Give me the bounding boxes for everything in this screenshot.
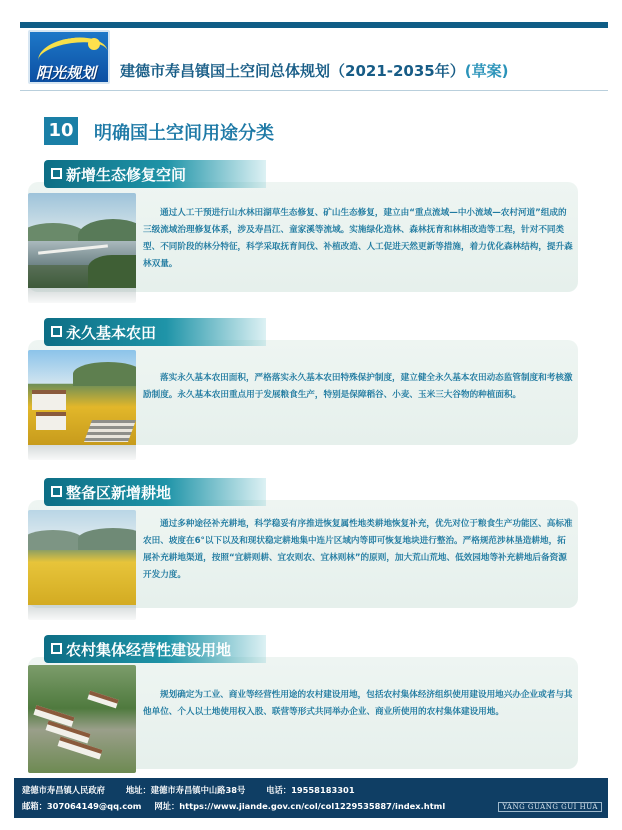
footer-brand: YANG GUANG GUI HUA <box>498 802 602 812</box>
block-paragraph: 规划确定为工业、商业等经营性用途的农村建设用地，包括农村集体经济组织使用建设用地兴办企业或者与其他单位、个人以土地使用权入股、联营等形式共同举办企业、商业所使用的农村集体建设用地。 <box>143 690 573 717</box>
block-paragraph: 落实永久基本农田面积，严格落实永久基本农田特殊保护制度，建立健全永久基本农田动态监管制度和考核激励制度。永久基本农田重点用于发展粮食生产，特别是保障稻谷、小麦、玉米三大谷物的种植面积。 <box>143 373 573 400</box>
footer-email-label: 邮箱： <box>22 801 47 811</box>
logo-text: 阳光规划 <box>36 64 97 82</box>
document-title-draft: (草案) <box>464 62 509 80</box>
tag-permanent-farmland <box>44 318 266 346</box>
section-title: 明确国土空间用途分类 <box>94 123 274 144</box>
tag-ecological-restoration <box>44 160 266 188</box>
footer-email[interactable]: 307064149@qq.com <box>46 801 142 811</box>
footer-line-2 <box>22 800 445 812</box>
document-title <box>120 60 508 81</box>
block-paragraph: 通过人工干预进行山水林田湖草生态修复、矿山生态修复，建立由“重点流域—中小流域—农村河道”组成的三级流域治理修复体系，涉及寿昌江、童家溪等流域。实施绿化造林、森林抚育和林相改造等工程，针对不同类型、不同阶段的林分特征，科学采取抚育间伐、补植改造、人工促进天然更新等措施，着力优化森林结构，提升森林双量。 <box>143 208 573 269</box>
block-collective-construction-land <box>28 635 578 775</box>
footer-address: 建德市寿昌镇中山路38号 <box>150 785 246 795</box>
footer-org: 建德市寿昌镇人民政府 <box>22 785 105 795</box>
tag-label: 农村集体经营性建设用地 <box>66 641 232 659</box>
checkbox-square-icon <box>51 486 62 497</box>
lake-city-photo <box>28 193 136 303</box>
checkbox-square-icon <box>51 326 62 337</box>
checkbox-square-icon <box>51 643 62 654</box>
tag-new-cultivated-land <box>44 478 266 506</box>
footer-address-label: 地址： <box>125 785 151 795</box>
footer-website-label: 网址： <box>154 801 180 811</box>
block-ecological-restoration <box>28 160 578 310</box>
tag-collective-construction-land <box>44 635 266 663</box>
section-number: 10 <box>44 117 78 145</box>
page-header <box>20 22 608 92</box>
block-permanent-farmland <box>28 318 578 463</box>
block-new-cultivated-land <box>28 478 578 623</box>
header-divider <box>20 90 608 91</box>
footer-phone: 19558183301 <box>291 785 355 795</box>
tag-label: 新增生态修复空间 <box>66 166 187 184</box>
village-farmland-photo <box>28 350 136 460</box>
logo-sun-icon <box>88 38 100 50</box>
page-footer <box>14 778 608 818</box>
aerial-village-photo <box>28 665 136 773</box>
tag-label: 永久基本农田 <box>66 324 157 342</box>
sunshine-planning-logo <box>28 30 110 84</box>
footer-phone-label: 电话： <box>266 785 292 795</box>
rice-field-photo <box>28 510 136 620</box>
block-paragraph: 通过多种途径补充耕地，科学稳妥有序推进恢复属性地类耕地恢复补充，优先对位于粮食生产功能区、高标准农田、坡度在6°以下以及和现状稳定耕地集中连片区域内等即可恢复地块进行整治。严格规范涉林垦造耕地，拓展补充耕地渠道，按照“宜耕则耕、宜农则农、宜林则林”的原则，加大荒山荒地、低效园地等补充耕地后备资源开发力度。 <box>143 519 573 580</box>
checkbox-square-icon <box>51 168 62 179</box>
tag-label: 整备区新增耕地 <box>66 484 172 502</box>
document-title-main: 建德市寿昌镇国土空间总体规划（2021-2035年） <box>120 62 465 80</box>
header-top-bar <box>20 22 608 28</box>
footer-line-1 <box>22 784 355 796</box>
footer-website-link[interactable]: https://www.jiande.gov.cn/col/col1229535887/index.html <box>179 801 446 811</box>
